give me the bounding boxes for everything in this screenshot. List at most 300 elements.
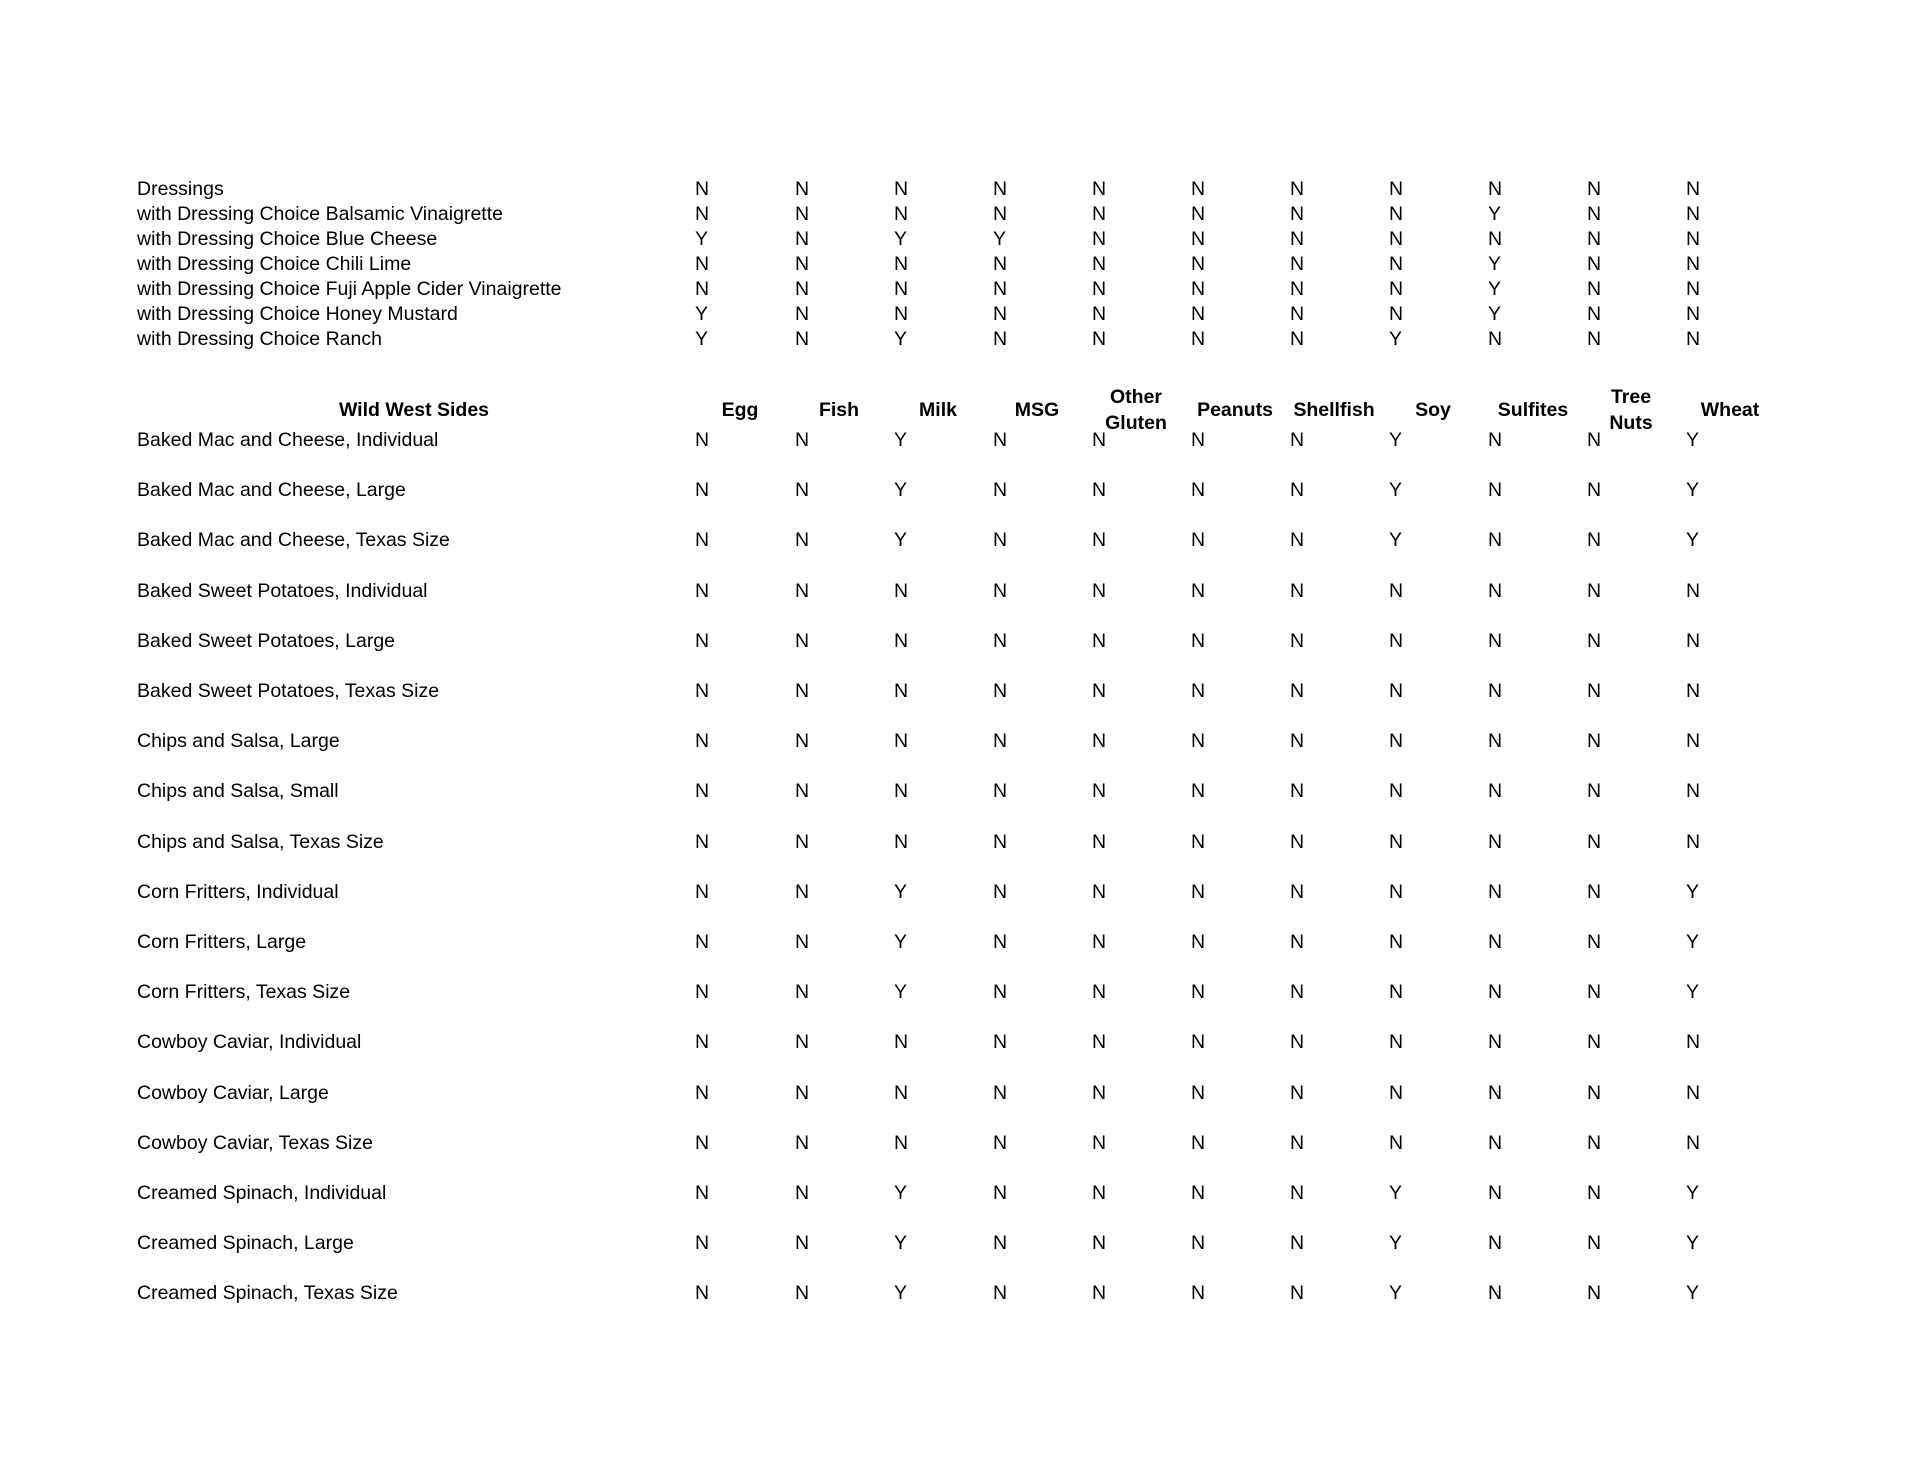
cell-milk: Y bbox=[894, 479, 908, 501]
cell-fish: N bbox=[795, 1282, 810, 1304]
cell-milk: Y bbox=[894, 228, 908, 250]
cell-milk: Y bbox=[894, 1232, 908, 1254]
cell-peanuts: N bbox=[1191, 228, 1206, 250]
cell-other-gluten: N bbox=[1092, 981, 1107, 1003]
cell-shellfish: N bbox=[1290, 228, 1305, 250]
section-title: Wild West Sides bbox=[338, 399, 490, 421]
item-name: Chips and Salsa, Small bbox=[137, 780, 339, 802]
item-name: Baked Sweet Potatoes, Texas Size bbox=[137, 680, 440, 702]
cell-wheat: N bbox=[1686, 253, 1701, 275]
cell-other-gluten: N bbox=[1092, 1082, 1107, 1104]
cell-other-gluten: N bbox=[1092, 1282, 1107, 1304]
cell-peanuts: N bbox=[1191, 203, 1206, 225]
table-row bbox=[0, 830, 1920, 854]
cell-shellfish: N bbox=[1290, 630, 1305, 652]
cell-egg: N bbox=[695, 1082, 710, 1104]
item-name: with Dressing Choice Honey Mustard bbox=[137, 303, 458, 325]
cell-milk: N bbox=[894, 1031, 909, 1053]
cell-egg: N bbox=[695, 1182, 710, 1204]
cell-soy: N bbox=[1389, 630, 1404, 652]
cell-soy: N bbox=[1389, 580, 1404, 602]
column-header-egg: Egg bbox=[721, 399, 759, 421]
cell-peanuts: N bbox=[1191, 630, 1206, 652]
cell-shellfish: N bbox=[1290, 429, 1305, 451]
cell-other-gluten: N bbox=[1092, 1182, 1107, 1204]
cell-soy: N bbox=[1389, 730, 1404, 752]
cell-shellfish: N bbox=[1290, 253, 1305, 275]
cell-peanuts: N bbox=[1191, 1031, 1206, 1053]
table-row bbox=[0, 1081, 1920, 1105]
cell-fish: N bbox=[795, 1132, 810, 1154]
cell-msg: N bbox=[993, 1182, 1008, 1204]
cell-soy: N bbox=[1389, 1031, 1404, 1053]
cell-fish: N bbox=[795, 328, 810, 350]
cell-wheat: Y bbox=[1686, 1282, 1700, 1304]
cell-msg: N bbox=[993, 780, 1008, 802]
cell-egg: N bbox=[695, 429, 710, 451]
cell-tree-nuts: N bbox=[1587, 680, 1602, 702]
cell-soy: Y bbox=[1389, 1232, 1403, 1254]
cell-msg: N bbox=[993, 630, 1008, 652]
cell-soy: N bbox=[1389, 831, 1404, 853]
cell-milk: Y bbox=[894, 1282, 908, 1304]
cell-sulfites: N bbox=[1488, 981, 1503, 1003]
cell-other-gluten: N bbox=[1092, 278, 1107, 300]
cell-other-gluten: N bbox=[1092, 529, 1107, 551]
cell-sulfites: N bbox=[1488, 429, 1503, 451]
table-row bbox=[0, 327, 1920, 351]
cell-sulfites: N bbox=[1488, 328, 1503, 350]
cell-msg: N bbox=[993, 253, 1008, 275]
table-row bbox=[0, 1030, 1920, 1054]
table-row bbox=[0, 579, 1920, 603]
cell-msg: N bbox=[993, 178, 1008, 200]
cell-shellfish: N bbox=[1290, 1132, 1305, 1154]
cell-tree-nuts: N bbox=[1587, 1031, 1602, 1053]
cell-milk: Y bbox=[894, 529, 908, 551]
cell-msg: N bbox=[993, 1282, 1008, 1304]
item-name: Baked Mac and Cheese, Texas Size bbox=[137, 529, 450, 551]
cell-milk: N bbox=[894, 303, 909, 325]
cell-egg: N bbox=[695, 580, 710, 602]
cell-peanuts: N bbox=[1191, 1082, 1206, 1104]
cell-soy: N bbox=[1389, 228, 1404, 250]
cell-fish: N bbox=[795, 931, 810, 953]
cell-shellfish: N bbox=[1290, 1182, 1305, 1204]
cell-wheat: N bbox=[1686, 228, 1701, 250]
cell-shellfish: N bbox=[1290, 730, 1305, 752]
cell-soy: N bbox=[1389, 680, 1404, 702]
cell-fish: N bbox=[795, 303, 810, 325]
cell-fish: N bbox=[795, 429, 810, 451]
item-name: Corn Fritters, Individual bbox=[137, 881, 339, 903]
item-name: Baked Sweet Potatoes, Individual bbox=[137, 580, 428, 602]
cell-wheat: N bbox=[1686, 730, 1701, 752]
cell-msg: N bbox=[993, 981, 1008, 1003]
cell-peanuts: N bbox=[1191, 253, 1206, 275]
table-row bbox=[0, 277, 1920, 301]
cell-other-gluten: N bbox=[1092, 881, 1107, 903]
cell-fish: N bbox=[795, 831, 810, 853]
cell-fish: N bbox=[795, 203, 810, 225]
cell-shellfish: N bbox=[1290, 328, 1305, 350]
item-name: with Dressing Choice Fuji Apple Cider Vinaigrette bbox=[137, 278, 562, 300]
cell-msg: Y bbox=[993, 228, 1007, 250]
cell-fish: N bbox=[795, 881, 810, 903]
cell-soy: N bbox=[1389, 1082, 1404, 1104]
cell-msg: N bbox=[993, 881, 1008, 903]
cell-tree-nuts: N bbox=[1587, 730, 1602, 752]
cell-milk: N bbox=[894, 630, 909, 652]
cell-tree-nuts: N bbox=[1587, 429, 1602, 451]
cell-fish: N bbox=[795, 981, 810, 1003]
cell-fish: N bbox=[795, 1031, 810, 1053]
cell-peanuts: N bbox=[1191, 981, 1206, 1003]
cell-milk: Y bbox=[894, 328, 908, 350]
table-row bbox=[0, 1281, 1920, 1305]
cell-wheat: N bbox=[1686, 303, 1701, 325]
cell-peanuts: N bbox=[1191, 529, 1206, 551]
cell-wheat: Y bbox=[1686, 529, 1700, 551]
column-header-fish: Fish bbox=[818, 399, 860, 421]
table-row bbox=[0, 428, 1920, 452]
cell-wheat: N bbox=[1686, 831, 1701, 853]
cell-milk: Y bbox=[894, 1182, 908, 1204]
cell-sulfites: N bbox=[1488, 831, 1503, 853]
cell-wheat: Y bbox=[1686, 1182, 1700, 1204]
cell-shellfish: N bbox=[1290, 303, 1305, 325]
cell-peanuts: N bbox=[1191, 479, 1206, 501]
cell-egg: N bbox=[695, 479, 710, 501]
cell-egg: N bbox=[695, 253, 710, 275]
cell-milk: Y bbox=[894, 881, 908, 903]
cell-egg: Y bbox=[695, 328, 709, 350]
cell-egg: N bbox=[695, 831, 710, 853]
cell-msg: N bbox=[993, 1232, 1008, 1254]
cell-other-gluten: N bbox=[1092, 228, 1107, 250]
cell-shellfish: N bbox=[1290, 178, 1305, 200]
cell-other-gluten: N bbox=[1092, 303, 1107, 325]
cell-tree-nuts: N bbox=[1587, 630, 1602, 652]
cell-msg: N bbox=[993, 831, 1008, 853]
cell-peanuts: N bbox=[1191, 1282, 1206, 1304]
cell-milk: N bbox=[894, 730, 909, 752]
cell-sulfites: N bbox=[1488, 881, 1503, 903]
cell-wheat: Y bbox=[1686, 981, 1700, 1003]
column-header-milk: Milk bbox=[919, 399, 957, 421]
cell-msg: N bbox=[993, 1031, 1008, 1053]
cell-other-gluten: N bbox=[1092, 178, 1107, 200]
table-row bbox=[0, 252, 1920, 276]
cell-peanuts: N bbox=[1191, 680, 1206, 702]
cell-tree-nuts: N bbox=[1587, 228, 1602, 250]
cell-soy: N bbox=[1389, 278, 1404, 300]
cell-sulfites: Y bbox=[1488, 303, 1502, 325]
cell-sulfites: N bbox=[1488, 479, 1503, 501]
cell-shellfish: N bbox=[1290, 529, 1305, 551]
cell-fish: N bbox=[795, 228, 810, 250]
cell-tree-nuts: N bbox=[1587, 253, 1602, 275]
table-row bbox=[0, 202, 1920, 226]
cell-milk: Y bbox=[894, 981, 908, 1003]
cell-sulfites: Y bbox=[1488, 203, 1502, 225]
cell-milk: N bbox=[894, 1082, 909, 1104]
cell-tree-nuts: N bbox=[1587, 278, 1602, 300]
cell-shellfish: N bbox=[1290, 580, 1305, 602]
column-header-other-gluten: Other Gluten bbox=[1105, 386, 1167, 434]
cell-egg: N bbox=[695, 630, 710, 652]
cell-shellfish: N bbox=[1290, 780, 1305, 802]
cell-tree-nuts: N bbox=[1587, 580, 1602, 602]
cell-milk: N bbox=[894, 278, 909, 300]
cell-tree-nuts: N bbox=[1587, 1232, 1602, 1254]
cell-fish: N bbox=[795, 630, 810, 652]
cell-milk: N bbox=[894, 831, 909, 853]
cell-sulfites: N bbox=[1488, 780, 1503, 802]
cell-tree-nuts: N bbox=[1587, 529, 1602, 551]
cell-soy: N bbox=[1389, 253, 1404, 275]
item-name: with Dressing Choice Balsamic Vinaigrette bbox=[137, 203, 503, 225]
column-header-wheat: Wheat bbox=[1700, 399, 1760, 421]
table-row bbox=[0, 679, 1920, 703]
cell-peanuts: N bbox=[1191, 278, 1206, 300]
cell-wheat: N bbox=[1686, 630, 1701, 652]
cell-shellfish: N bbox=[1290, 931, 1305, 953]
cell-sulfites: N bbox=[1488, 1282, 1503, 1304]
cell-sulfites: Y bbox=[1488, 253, 1502, 275]
cell-other-gluten: N bbox=[1092, 580, 1107, 602]
cell-tree-nuts: N bbox=[1587, 931, 1602, 953]
table-row bbox=[0, 930, 1920, 954]
cell-msg: N bbox=[993, 1132, 1008, 1154]
cell-peanuts: N bbox=[1191, 178, 1206, 200]
item-name: with Dressing Choice Ranch bbox=[137, 328, 382, 350]
cell-soy: N bbox=[1389, 931, 1404, 953]
cell-wheat: N bbox=[1686, 203, 1701, 225]
item-name: Chips and Salsa, Large bbox=[137, 730, 340, 752]
item-name: Chips and Salsa, Texas Size bbox=[137, 831, 384, 853]
cell-fish: N bbox=[795, 178, 810, 200]
cell-shellfish: N bbox=[1290, 203, 1305, 225]
cell-msg: N bbox=[993, 580, 1008, 602]
cell-sulfites: N bbox=[1488, 178, 1503, 200]
cell-sulfites: N bbox=[1488, 630, 1503, 652]
cell-msg: N bbox=[993, 1082, 1008, 1104]
cell-wheat: Y bbox=[1686, 1232, 1700, 1254]
item-name: with Dressing Choice Blue Cheese bbox=[137, 228, 438, 250]
cell-fish: N bbox=[795, 479, 810, 501]
cell-soy: N bbox=[1389, 203, 1404, 225]
cell-fish: N bbox=[795, 529, 810, 551]
cell-wheat: N bbox=[1686, 680, 1701, 702]
cell-wheat: N bbox=[1686, 278, 1701, 300]
cell-peanuts: N bbox=[1191, 1182, 1206, 1204]
cell-wheat: N bbox=[1686, 780, 1701, 802]
cell-msg: N bbox=[993, 730, 1008, 752]
table-row bbox=[0, 980, 1920, 1004]
cell-milk: N bbox=[894, 178, 909, 200]
cell-egg: N bbox=[695, 1132, 710, 1154]
cell-wheat: N bbox=[1686, 1031, 1701, 1053]
item-name: Creamed Spinach, Texas Size bbox=[137, 1282, 398, 1304]
cell-shellfish: N bbox=[1290, 479, 1305, 501]
cell-other-gluten: N bbox=[1092, 931, 1107, 953]
cell-soy: N bbox=[1389, 178, 1404, 200]
cell-egg: N bbox=[695, 1282, 710, 1304]
cell-msg: N bbox=[993, 278, 1008, 300]
column-header-soy: Soy bbox=[1415, 399, 1451, 421]
cell-egg: N bbox=[695, 981, 710, 1003]
cell-sulfites: N bbox=[1488, 1132, 1503, 1154]
cell-wheat: N bbox=[1686, 580, 1701, 602]
cell-milk: N bbox=[894, 580, 909, 602]
cell-tree-nuts: N bbox=[1587, 881, 1602, 903]
cell-shellfish: N bbox=[1290, 1232, 1305, 1254]
cell-other-gluten: N bbox=[1092, 1132, 1107, 1154]
cell-wheat: N bbox=[1686, 328, 1701, 350]
cell-sulfites: N bbox=[1488, 1182, 1503, 1204]
cell-egg: N bbox=[695, 730, 710, 752]
cell-msg: N bbox=[993, 328, 1008, 350]
table-row bbox=[0, 528, 1920, 552]
cell-egg: N bbox=[695, 178, 710, 200]
column-header-shellfish: Shellfish bbox=[1293, 399, 1375, 421]
cell-fish: N bbox=[795, 780, 810, 802]
cell-sulfites: N bbox=[1488, 931, 1503, 953]
cell-shellfish: N bbox=[1290, 1082, 1305, 1104]
item-name: Cowboy Caviar, Large bbox=[137, 1082, 329, 1104]
table-row bbox=[0, 629, 1920, 653]
cell-peanuts: N bbox=[1191, 1232, 1206, 1254]
cell-other-gluten: N bbox=[1092, 780, 1107, 802]
cell-shellfish: N bbox=[1290, 1282, 1305, 1304]
cell-other-gluten: N bbox=[1092, 630, 1107, 652]
cell-peanuts: N bbox=[1191, 881, 1206, 903]
table-row bbox=[0, 478, 1920, 502]
cell-milk: N bbox=[894, 780, 909, 802]
cell-tree-nuts: N bbox=[1587, 1082, 1602, 1104]
item-name: Baked Mac and Cheese, Large bbox=[137, 479, 406, 501]
cell-other-gluten: N bbox=[1092, 730, 1107, 752]
cell-sulfites: N bbox=[1488, 1232, 1503, 1254]
cell-tree-nuts: N bbox=[1587, 1282, 1602, 1304]
cell-wheat: Y bbox=[1686, 479, 1700, 501]
cell-peanuts: N bbox=[1191, 730, 1206, 752]
cell-egg: N bbox=[695, 203, 710, 225]
cell-other-gluten: N bbox=[1092, 328, 1107, 350]
cell-wheat: Y bbox=[1686, 931, 1700, 953]
cell-peanuts: N bbox=[1191, 328, 1206, 350]
cell-tree-nuts: N bbox=[1587, 981, 1602, 1003]
cell-fish: N bbox=[795, 1232, 810, 1254]
cell-soy: Y bbox=[1389, 1182, 1403, 1204]
cell-milk: N bbox=[894, 680, 909, 702]
cell-sulfites: N bbox=[1488, 580, 1503, 602]
table-row bbox=[0, 880, 1920, 904]
cell-milk: N bbox=[894, 253, 909, 275]
cell-peanuts: N bbox=[1191, 1132, 1206, 1154]
table-row bbox=[0, 1231, 1920, 1255]
cell-wheat: N bbox=[1686, 1132, 1701, 1154]
cell-soy: Y bbox=[1389, 328, 1403, 350]
cell-peanuts: N bbox=[1191, 831, 1206, 853]
column-header-tree-nuts: Tree Nuts bbox=[1609, 386, 1653, 434]
cell-tree-nuts: N bbox=[1587, 303, 1602, 325]
cell-tree-nuts: N bbox=[1587, 203, 1602, 225]
cell-peanuts: N bbox=[1191, 303, 1206, 325]
cell-tree-nuts: N bbox=[1587, 1182, 1602, 1204]
cell-sulfites: N bbox=[1488, 1082, 1503, 1104]
column-header-peanuts: Peanuts bbox=[1197, 399, 1273, 421]
cell-peanuts: N bbox=[1191, 429, 1206, 451]
item-name: Cowboy Caviar, Individual bbox=[137, 1031, 362, 1053]
cell-egg: N bbox=[695, 931, 710, 953]
cell-tree-nuts: N bbox=[1587, 780, 1602, 802]
cell-shellfish: N bbox=[1290, 680, 1305, 702]
cell-other-gluten: N bbox=[1092, 1031, 1107, 1053]
table-row bbox=[0, 1181, 1920, 1205]
table-row bbox=[0, 779, 1920, 803]
cell-milk: N bbox=[894, 1132, 909, 1154]
cell-fish: N bbox=[795, 580, 810, 602]
cell-msg: N bbox=[993, 429, 1008, 451]
table-row bbox=[0, 302, 1920, 326]
cell-msg: N bbox=[993, 303, 1008, 325]
cell-shellfish: N bbox=[1290, 278, 1305, 300]
cell-milk: Y bbox=[894, 429, 908, 451]
item-name: Corn Fritters, Large bbox=[137, 931, 307, 953]
cell-egg: N bbox=[695, 881, 710, 903]
cell-egg: N bbox=[695, 529, 710, 551]
cell-fish: N bbox=[795, 730, 810, 752]
cell-shellfish: N bbox=[1290, 1031, 1305, 1053]
cell-sulfites: N bbox=[1488, 529, 1503, 551]
cell-sulfites: N bbox=[1488, 680, 1503, 702]
cell-soy: Y bbox=[1389, 479, 1403, 501]
cell-other-gluten: N bbox=[1092, 429, 1107, 451]
cell-egg: N bbox=[695, 1232, 710, 1254]
cell-fish: N bbox=[795, 680, 810, 702]
cell-wheat: Y bbox=[1686, 429, 1700, 451]
cell-peanuts: N bbox=[1191, 580, 1206, 602]
cell-fish: N bbox=[795, 278, 810, 300]
item-name: Corn Fritters, Texas Size bbox=[137, 981, 351, 1003]
column-header-sulfites: Sulfites bbox=[1497, 399, 1569, 421]
cell-tree-nuts: N bbox=[1587, 328, 1602, 350]
cell-other-gluten: N bbox=[1092, 1232, 1107, 1254]
cell-wheat: Y bbox=[1686, 881, 1700, 903]
table-row bbox=[0, 1131, 1920, 1155]
cell-msg: N bbox=[993, 529, 1008, 551]
cell-soy: N bbox=[1389, 981, 1404, 1003]
cell-milk: Y bbox=[894, 931, 908, 953]
cell-soy: Y bbox=[1389, 529, 1403, 551]
cell-soy: N bbox=[1389, 1132, 1404, 1154]
cell-shellfish: N bbox=[1290, 981, 1305, 1003]
cell-other-gluten: N bbox=[1092, 680, 1107, 702]
cell-milk: N bbox=[894, 203, 909, 225]
cell-msg: N bbox=[993, 203, 1008, 225]
cell-egg: N bbox=[695, 278, 710, 300]
cell-other-gluten: N bbox=[1092, 203, 1107, 225]
cell-fish: N bbox=[795, 1082, 810, 1104]
cell-peanuts: N bbox=[1191, 780, 1206, 802]
item-name: Creamed Spinach, Individual bbox=[137, 1182, 387, 1204]
cell-tree-nuts: N bbox=[1587, 831, 1602, 853]
cell-soy: Y bbox=[1389, 429, 1403, 451]
item-name: Dressings bbox=[137, 178, 224, 200]
cell-msg: N bbox=[993, 931, 1008, 953]
